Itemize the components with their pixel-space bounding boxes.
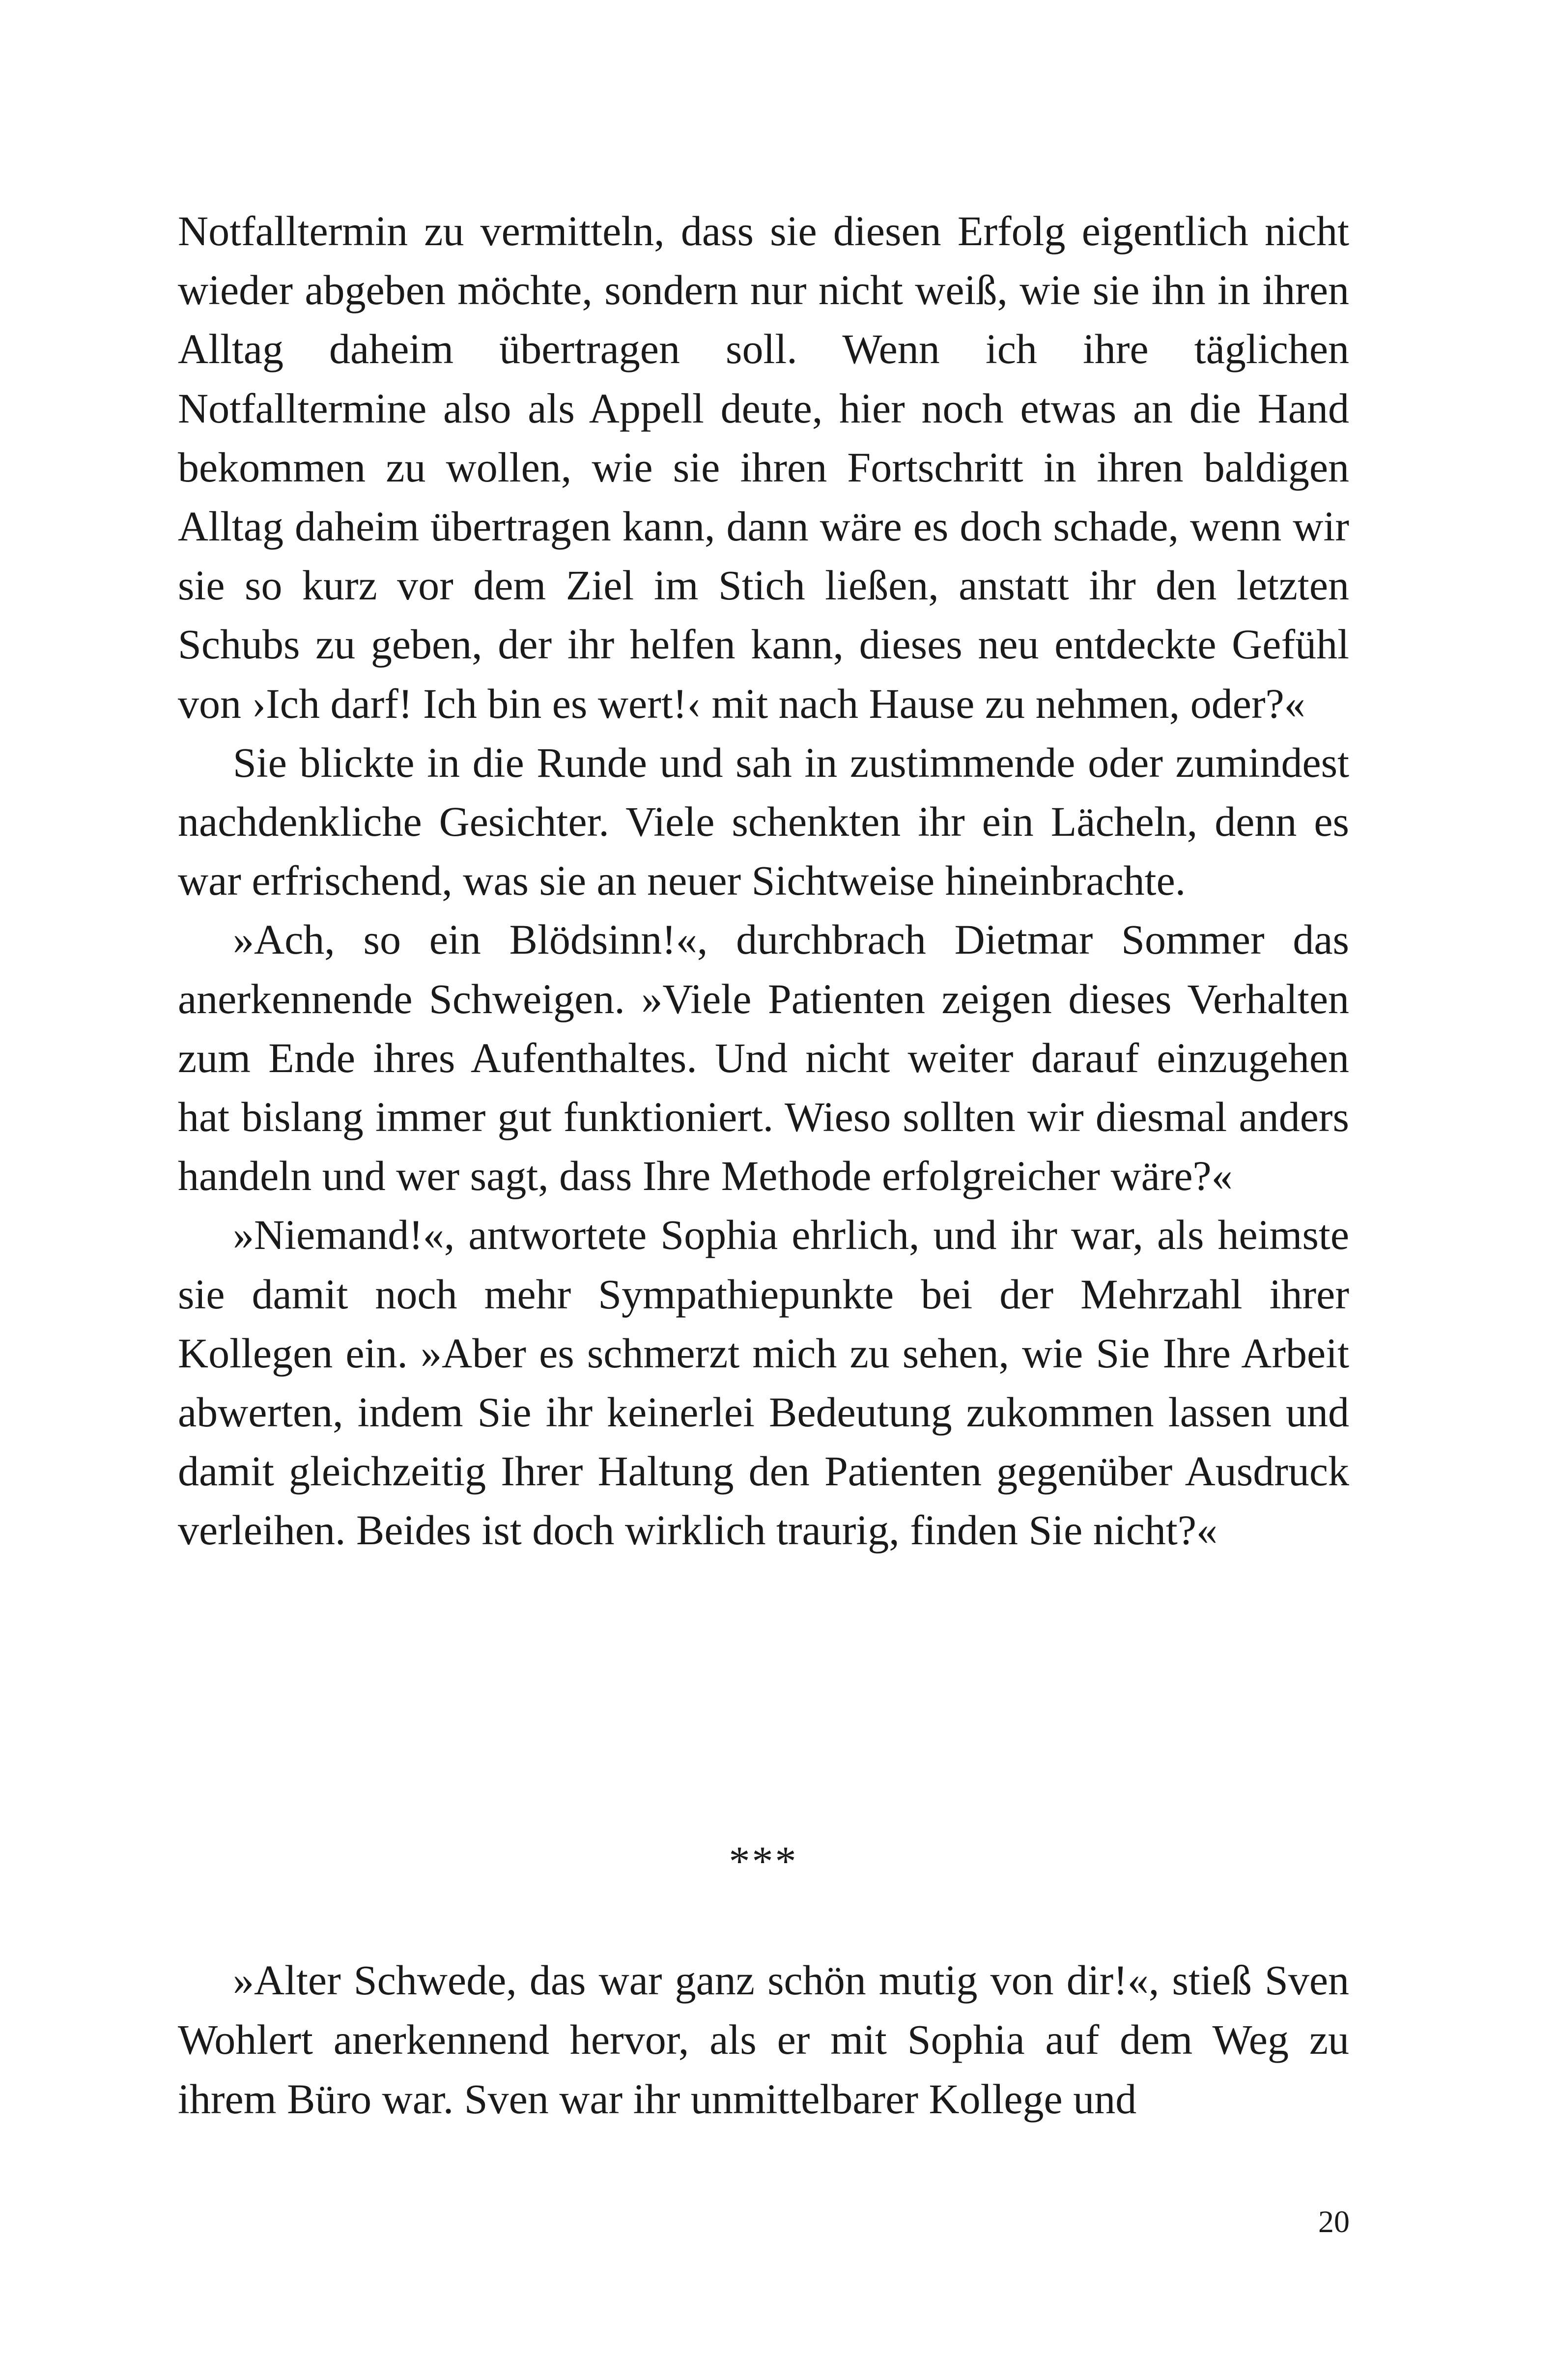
paragraph: »Alter Schwede, das war ganz schön mutig von dir!«, stieß Sven Wohlert anerkennend hervor, als er mit Sophia auf dem Weg zu ihrem Büro war. Sven war ihr unmittelbarer Kollege und [178, 1956, 1349, 2123]
paragraph: »Ach, so ein Blödsinn!«, durchbrach Dietmar Sommer das anerkennende Schweigen. »Viele Patienten zeigen dieses Verhalten zum Ende ihres Aufenthaltes. Und nicht weiter darauf einzugehen hat bislang immer gut funktioniert. Wieso sollten wir diesmal anders handeln und wer sagt, dass Ihre Methode erfolgreicher wäre?« [178, 916, 1349, 1200]
scene-break: *** [729, 1838, 798, 1885]
page-number: 20 [1318, 2204, 1350, 2239]
paragraph-continuation: Notfalltermin zu vermitteln, dass sie diesen Erfolg eigentlich nicht wieder abgeben möchte, sondern nur nicht weiß, wie sie ihn in ihren Alltag daheim übertragen soll. Wenn ich ihre täglichen Notfalltermine also als Appell deute, hier noch etwas an die Hand bekommen zu wollen, wie sie ihren Fortschritt in ihren baldigen Alltag daheim übertragen kann, dann wäre es doch schade, wenn wir sie so kurz vor dem Ziel im Stich ließen, anstatt ihr den letzten Schubs zu geben, der ihr helfen kann, dieses neu entdeckte Gefühl von ›Ich darf! Ich bin es wert!‹ mit nach Hause zu nehmen, oder?« [178, 207, 1349, 727]
main-text [178, 201, 1349, 1560]
paragraph: »Niemand!«, antwortete Sophia ehrlich, und ihr war, als heimste sie damit noch mehr Sympathiepunkte bei der Mehrzahl ihrer Kollegen ein. »Aber es schmerzt mich zu sehen, wie Sie Ihre Arbeit abwerten, indem Sie ihr keinerlei Bedeutung zukommen lassen und damit gleichzeitig Ihrer Haltung den Patienten gegenüber Ausdruck verleihen. Beides ist doch wirklich traurig, finden Sie nicht?« [178, 1211, 1349, 1554]
text-after-break [178, 1951, 1349, 2129]
paragraph: Sie blickte in die Runde und sah in zustimmende oder zumindest nachdenkliche Gesichter. Viele schenkten ihr ein Lächeln, denn es war erfrischend, was sie an neuer Sichtweise hineinbrachte. [178, 738, 1349, 905]
